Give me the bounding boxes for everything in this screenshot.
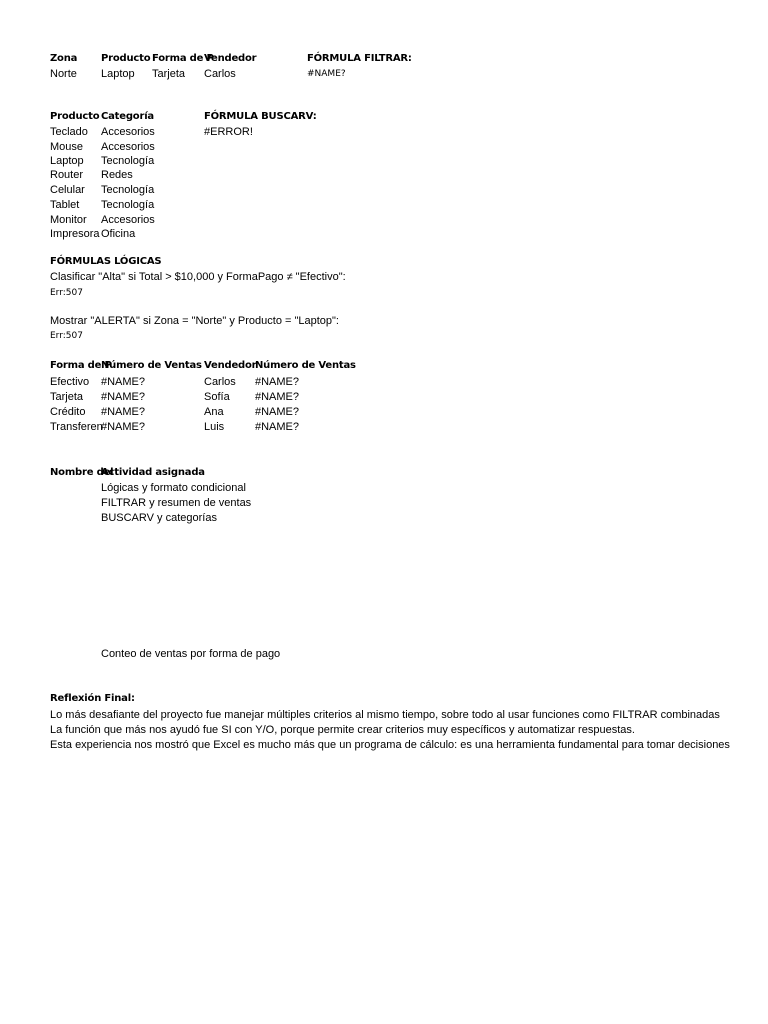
header-producto[interactable]: Producto [50, 111, 100, 122]
table-cell[interactable]: Tablet [50, 199, 80, 211]
table-cell[interactable]: Oficina [101, 228, 136, 240]
filtrar-label[interactable]: FÓRMULA FILTRAR: [307, 53, 412, 64]
logicas-error-1[interactable]: Err:507 [50, 288, 83, 298]
logicas-line-1[interactable]: Clasificar "Alta" si Total > $10,000 y FormaPago ≠ "Efectivo": [50, 271, 346, 283]
table-cell[interactable]: Transferen [50, 421, 103, 433]
table-cell[interactable]: Redes [101, 169, 133, 181]
reflexion-line[interactable]: Esta experiencia nos mostró que Excel es mucho más que un programa de cálculo: es una herramienta fundamental para tomar decisiones [50, 739, 730, 751]
table-cell[interactable]: #NAME? [101, 376, 146, 388]
actividad-item[interactable]: Lógicas y formato condicional [101, 482, 246, 494]
table-cell[interactable]: Sofía [204, 391, 230, 403]
table-cell[interactable]: Teclado [50, 126, 88, 138]
logicas-error-2[interactable]: Err:507 [50, 331, 83, 341]
header-zona[interactable]: Zona [50, 53, 78, 64]
table-cell[interactable]: Luis [204, 421, 225, 433]
table-cell[interactable]: #NAME? [101, 391, 146, 403]
table-cell[interactable]: Impresora [50, 228, 100, 240]
table-cell[interactable]: #NAME? [101, 406, 146, 418]
header-nombre[interactable]: Nombre del [50, 467, 114, 478]
table-cell[interactable]: Monitor [50, 214, 87, 226]
header-forma-pago[interactable]: Forma de P [50, 360, 112, 371]
table-cell[interactable]: Router [50, 169, 84, 181]
header-vendedor[interactable]: Vendedor [204, 360, 257, 371]
logicas-title[interactable]: FÓRMULAS LÓGICAS [50, 256, 162, 267]
table-cell[interactable]: Celular [50, 184, 85, 196]
buscarv-label[interactable]: FÓRMULA BUSCARV: [204, 111, 317, 122]
table-cell[interactable]: Accesorios [101, 126, 155, 138]
header-numero-ventas[interactable]: Número de Ventas [101, 360, 202, 371]
header-producto[interactable]: Producto [101, 53, 151, 64]
table-cell[interactable]: Tecnología [101, 184, 155, 196]
table-cell[interactable]: #NAME? [255, 376, 300, 388]
cell-forma-pago[interactable]: Tarjeta [152, 68, 186, 80]
table-cell[interactable]: Mouse [50, 141, 84, 153]
header-actividad[interactable]: Actividad asignada [101, 467, 205, 478]
reflexion-title[interactable]: Reflexión Final: [50, 693, 135, 704]
header-vendedor[interactable]: Vendedor [204, 53, 257, 64]
table-cell[interactable]: #NAME? [255, 421, 300, 433]
cell-zona[interactable]: Norte [50, 68, 77, 80]
table-cell[interactable]: Accesorios [101, 214, 155, 226]
table-cell[interactable]: Laptop [50, 155, 84, 167]
table-cell[interactable]: Ana [204, 406, 224, 418]
header-categoria[interactable]: Categoría [101, 111, 154, 122]
table-cell[interactable]: #NAME? [255, 406, 300, 418]
buscarv-value[interactable]: #ERROR! [204, 126, 253, 138]
header-numero-ventas[interactable]: Número de Ventas [255, 360, 356, 371]
header-forma-pago[interactable]: Forma de P [152, 53, 214, 64]
table-cell[interactable]: Tecnología [101, 199, 155, 211]
cell-vendedor[interactable]: Carlos [204, 68, 236, 80]
actividad-item[interactable]: FILTRAR y resumen de ventas [101, 497, 252, 509]
table-cell[interactable]: Crédito [50, 406, 86, 418]
reflexion-line[interactable]: La función que más nos ayudó fue SI con Y/O, porque permite crear criterios muy específicos y automatizar respuestas. [50, 724, 635, 736]
cell-producto[interactable]: Laptop [101, 68, 135, 80]
table-cell[interactable]: Tecnología [101, 155, 155, 167]
filtrar-value[interactable]: #NAME? [307, 69, 346, 79]
actividad-item[interactable]: BUSCARV y categorías [101, 512, 217, 524]
table-cell[interactable]: Efectivo [50, 376, 90, 388]
logicas-line-2[interactable]: Mostrar "ALERTA" si Zona = "Norte" y Producto = "Laptop": [50, 315, 339, 327]
table-cell[interactable]: Accesorios [101, 141, 155, 153]
table-cell[interactable]: #NAME? [255, 391, 300, 403]
table-cell[interactable]: #NAME? [101, 421, 146, 433]
table-cell[interactable]: Tarjeta [50, 391, 84, 403]
table-cell[interactable]: Carlos [204, 376, 236, 388]
reflexion-line[interactable]: Lo más desafiante del proyecto fue manejar múltiples criterios al mismo tiempo, sobre todo al usar funciones como FILTRAR combinadas [50, 709, 720, 721]
chart-caption[interactable]: Conteo de ventas por forma de pago [101, 648, 281, 660]
